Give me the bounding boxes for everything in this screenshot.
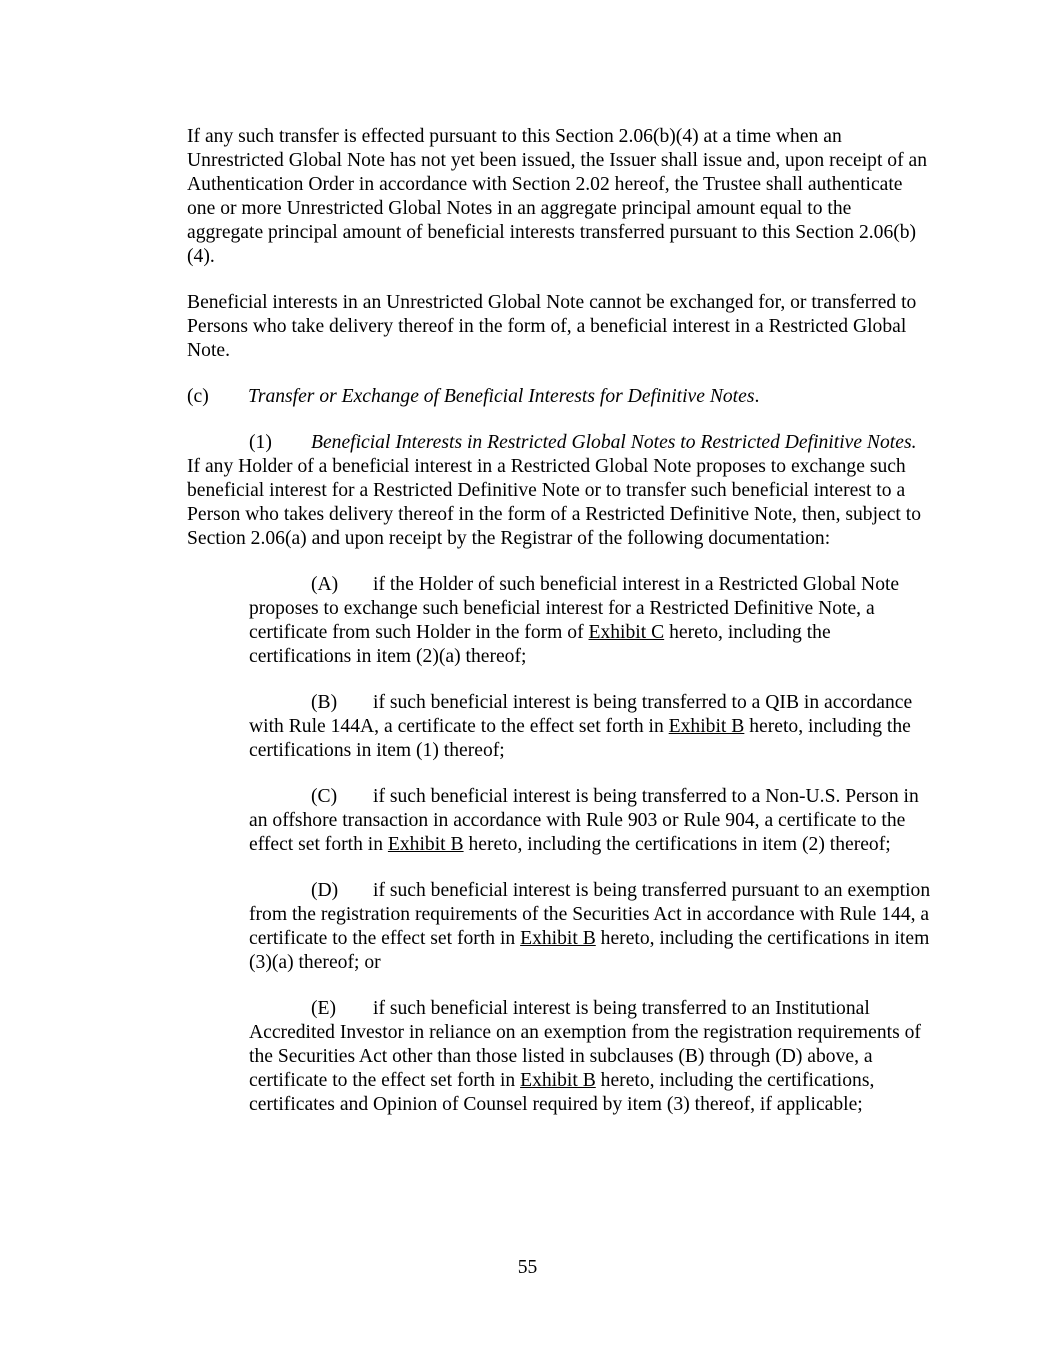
clause-c-number: (C): [311, 786, 338, 807]
exhibit-b-link[interactable]: Exhibit B: [387, 834, 464, 855]
clause-a-text-before: if the Holder of such beneficial interest in a Restricted Global Note proposes to exchange such beneficial interest for a Restricted Definitive Note, a certificate from such Holder in the form of: [249, 574, 900, 643]
clause-c: [249, 785, 932, 857]
clause-e-number: (E): [311, 998, 337, 1019]
exhibit-c-link[interactable]: Exhibit C: [588, 622, 665, 643]
clause-b-text-after: hereto, including the certifications in item (1) thereof;: [249, 716, 911, 761]
clause-a: [249, 573, 932, 669]
clause-a-number: (A): [311, 574, 339, 595]
clause-d: [249, 879, 932, 975]
exhibit-b-link[interactable]: Exhibit B: [668, 716, 745, 737]
subsection-1-number: (1): [249, 432, 272, 453]
section-c-number: (c): [187, 386, 209, 407]
clause-d-text-before: if such beneficial interest is being transferred pursuant to an exemption from the registration requirements of the Securities Act in accordance with Rule 144, a certificate to the effect set forth in: [249, 880, 931, 949]
subsection-1-text: If any Holder of a beneficial interest in a Restricted Global Note proposes to exchange such beneficial interest for a Restricted Definitive Note or to transfer such beneficial interest to a Person who takes delivery thereof in the form of a Restricted Definitive Note, then, subject to Section 2.06(a) and upon receipt by the Registrar of the following documentation:: [187, 456, 922, 549]
clause-a-text-after: hereto, including the certifications in item (2)(a) thereof;: [249, 622, 831, 667]
document-page: [187, 125, 932, 1139]
section-c-heading: [187, 385, 932, 409]
paragraph-transfer-effected: If any such transfer is effected pursuant to this Section 2.06(b)(4) at a time when an Unrestricted Global Note has not yet been issued, the Issuer shall issue and, upon receipt of an Authentication Order in accordance with Section 2.02 hereof, the Trustee shall authenticate one or more Unrestricted Global Notes in an aggregate principal amount equal to the aggregate principal amount of beneficial interests transferred pursuant to this Section 2.06(b)(4).: [187, 126, 928, 267]
clause-b-number: (B): [311, 692, 338, 713]
exhibit-b-link[interactable]: Exhibit B: [520, 928, 596, 949]
subsection-1-title: Beneficial Interests in Restricted Global Notes to Restricted Definitive Notes.: [311, 432, 917, 453]
clause-c-text-after: hereto, including the certifications in item (2) thereof;: [463, 834, 891, 855]
clause-e-text-after: hereto, including the certifications, certificates and Opinion of Counsel required by item (3) thereof, if applicable;: [249, 1070, 875, 1115]
clause-d-text-after: hereto, including the certifications in item (3)(a) thereof; or: [249, 928, 930, 973]
exhibit-b-link[interactable]: Exhibit B: [520, 1070, 596, 1091]
clause-e: [249, 997, 932, 1117]
clause-c-text-before: if such beneficial interest is being transferred to a Non-U.S. Person in an offshore transaction in accordance with Rule 903 or Rule 904, a certificate to the effect set forth in: [249, 786, 919, 855]
clause-b-text-before: if such beneficial interest is being transferred to a QIB in accordance with Rule 144A, a certificate to the effect set forth in: [249, 692, 913, 737]
page-number: 55: [517, 1257, 538, 1278]
clause-d-number: (D): [311, 880, 339, 901]
clause-e-text-before: if such beneficial interest is being transferred to an Institutional Accredited Investor in reliance on an exemption from the registration requirements of the Securities Act other than those listed in subclauses (B) through (D) above, a certificate to the effect set forth in: [249, 998, 921, 1091]
clause-b: [249, 691, 932, 763]
subsection-1: [187, 431, 932, 551]
paragraph-beneficial-interests: Beneficial interests in an Unrestricted Global Note cannot be exchanged for, or transferred to Persons who take delivery thereof in the form of, a beneficial interest in a Restricted Global Note.: [187, 292, 917, 361]
section-c-title-end: .: [754, 386, 760, 407]
section-c-title: Transfer or Exchange of Beneficial Interests for Definitive Notes: [248, 386, 755, 407]
